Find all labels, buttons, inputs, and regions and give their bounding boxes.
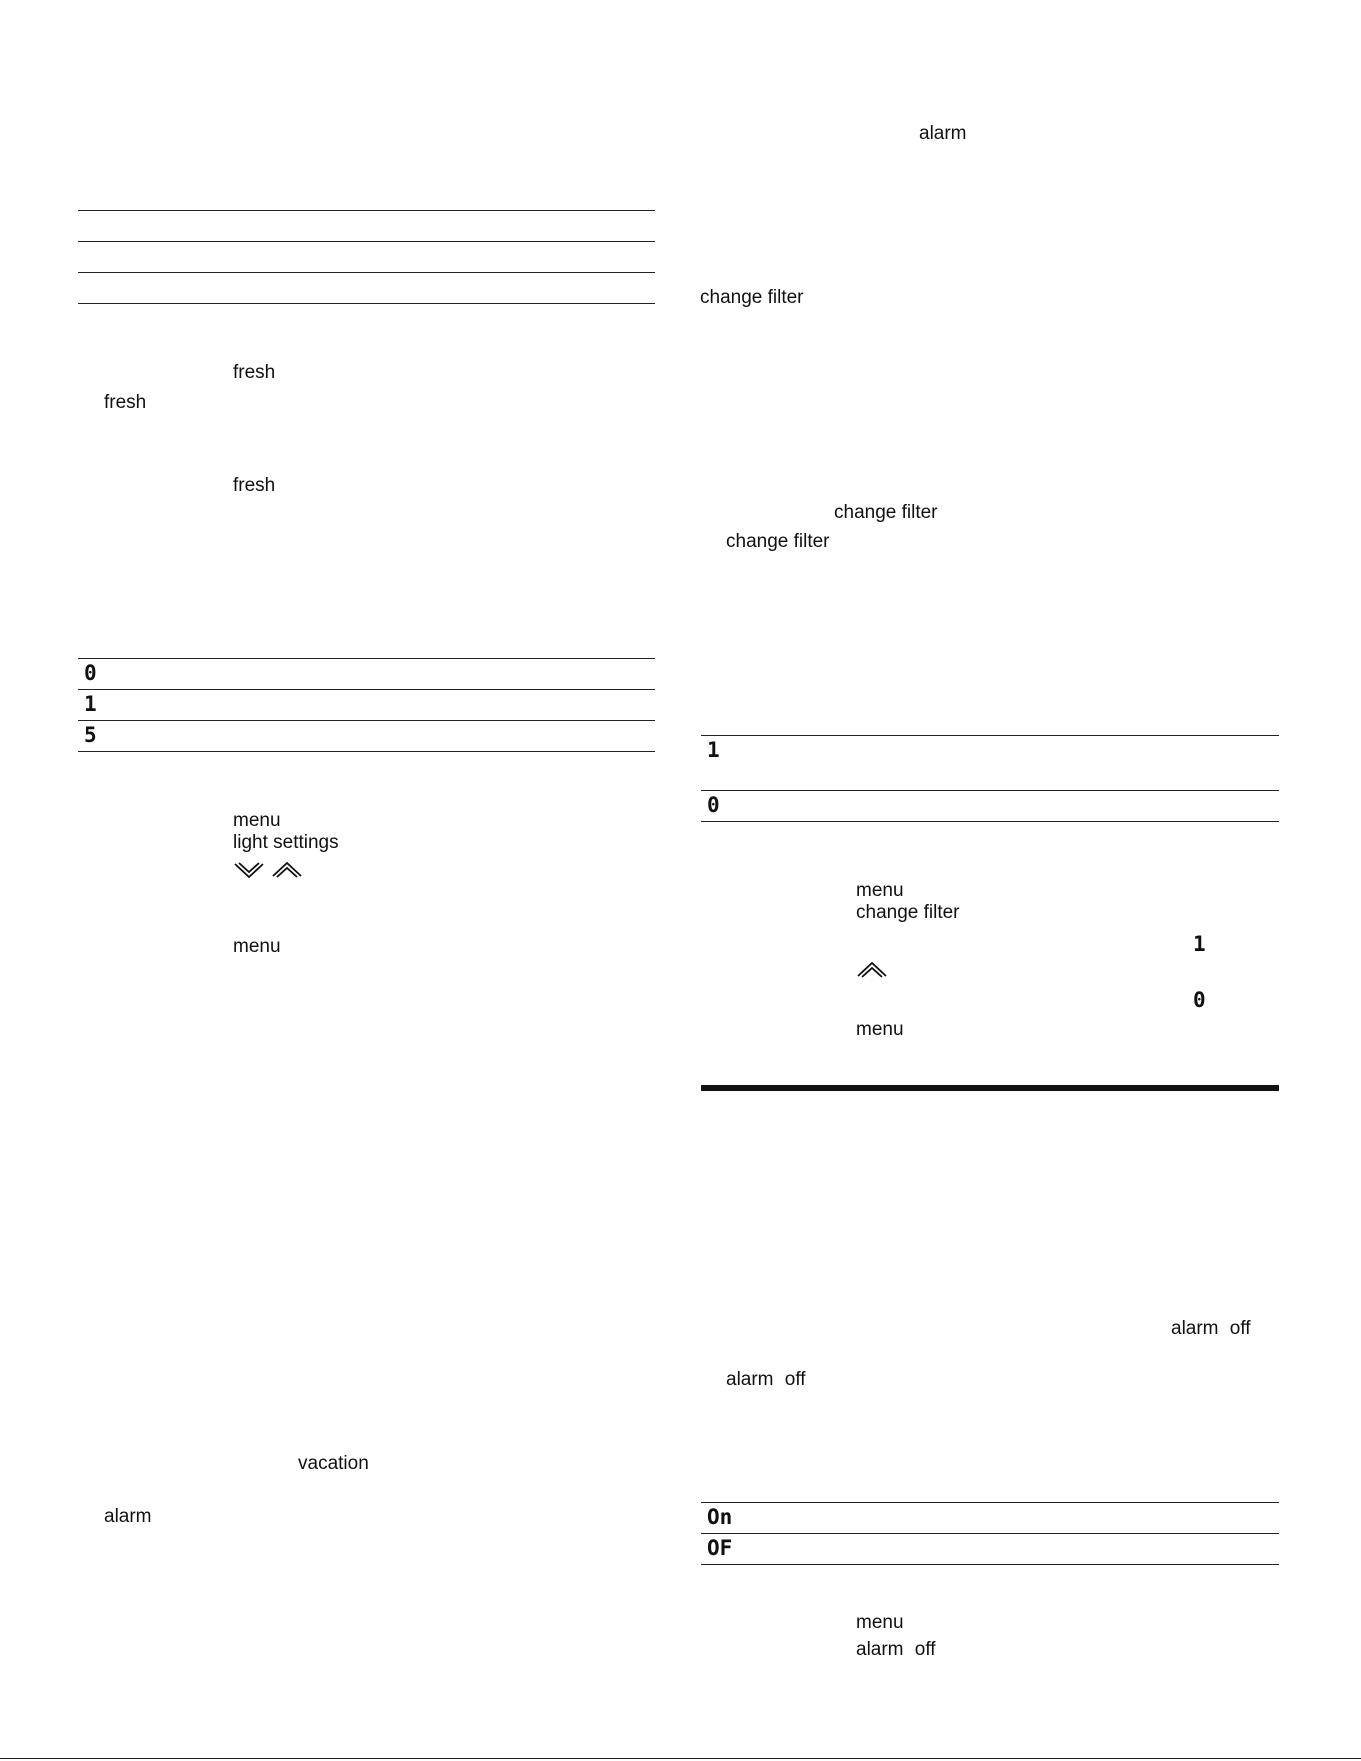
table-rule <box>78 272 655 273</box>
table-rule <box>701 735 1279 736</box>
table-rule <box>78 689 655 690</box>
menu-label: menu <box>856 1019 904 1040</box>
menu-label: menu <box>233 936 281 957</box>
fresh-label: fresh <box>104 392 147 413</box>
vacation-label: vacation <box>298 1453 369 1474</box>
table-rule <box>78 241 655 242</box>
segment-display-value: 1 <box>707 738 720 762</box>
table-rule <box>701 1502 1279 1503</box>
alarm-label: alarm <box>104 1506 152 1527</box>
segment-display-value: 0 <box>1193 988 1206 1012</box>
segment-display-value: 5 <box>84 723 97 747</box>
fresh-label: fresh <box>233 362 276 383</box>
light-settings-label: light settings <box>233 832 339 853</box>
chevron-down-icon <box>233 860 265 880</box>
fresh-label: fresh <box>233 475 276 496</box>
segment-display-value: OF <box>707 1536 733 1560</box>
segment-display-value: 0 <box>84 661 97 685</box>
chevron-up-icon <box>271 860 303 880</box>
table-rule <box>78 658 655 659</box>
table-rule <box>701 1533 1279 1534</box>
off-word: off <box>914 1639 936 1660</box>
menu-label: menu <box>856 1612 904 1633</box>
alarm-off-label <box>856 1639 936 1661</box>
alarm-off-label <box>726 1369 806 1391</box>
menu-label: menu <box>856 880 904 901</box>
table-rule <box>701 1564 1279 1565</box>
table-rule <box>701 821 1279 822</box>
off-word: off <box>784 1369 806 1390</box>
segment-display-value: 1 <box>1193 932 1206 956</box>
table-rule <box>78 210 655 211</box>
off-word: off <box>1229 1318 1251 1339</box>
change-filter-label: change filter <box>726 531 830 552</box>
table-rule <box>78 720 655 721</box>
alarm-off-label <box>1171 1318 1251 1340</box>
table-rule <box>78 751 655 752</box>
menu-label: menu <box>233 810 281 831</box>
footer-rule <box>0 1758 1361 1759</box>
section-divider <box>701 1085 1279 1091</box>
segment-display-value: 0 <box>707 793 720 817</box>
segment-display-value: 1 <box>84 692 97 716</box>
alarm-word: alarm <box>856 1639 904 1660</box>
change-filter-label: change filter <box>856 902 960 923</box>
change-filter-label: change filter <box>700 287 804 308</box>
change-filter-label: change filter <box>834 502 938 523</box>
alarm-label: alarm <box>919 123 967 144</box>
table-rule <box>701 790 1279 791</box>
chevron-up-icon <box>856 960 888 980</box>
alarm-word: alarm <box>1171 1318 1219 1339</box>
table-rule <box>78 303 655 304</box>
alarm-word: alarm <box>726 1369 774 1390</box>
segment-display-value: On <box>707 1505 733 1529</box>
